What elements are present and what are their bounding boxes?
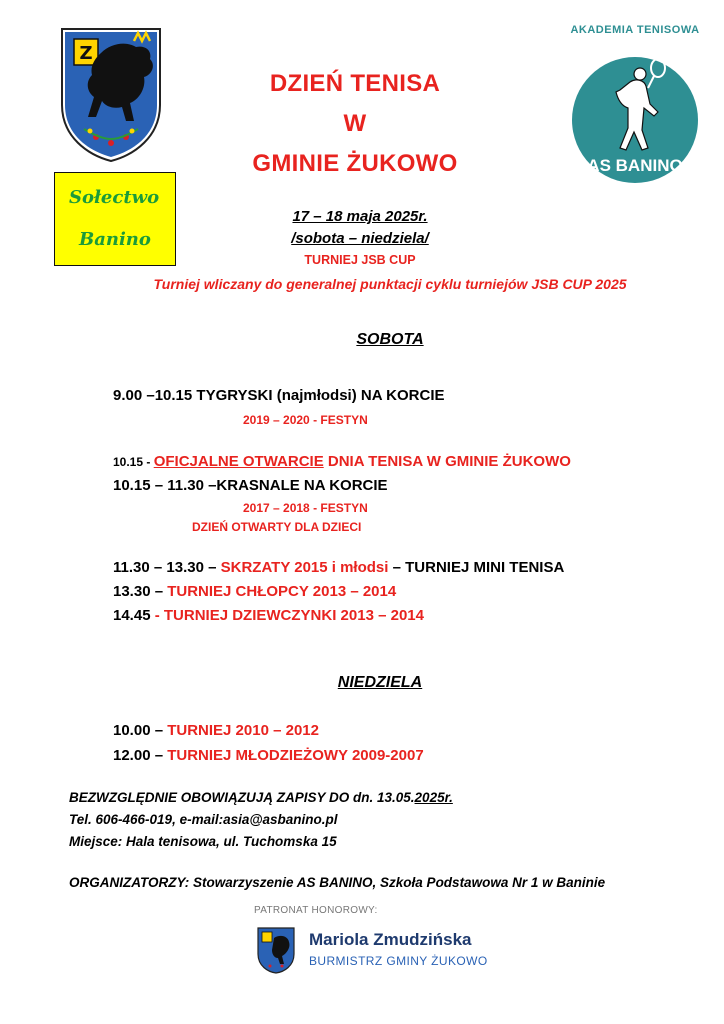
saturday-row-1 <box>113 387 445 404</box>
date-range: 17 – 18 maja 2025r. <box>292 208 428 225</box>
sunday-row-2-time: 12.00 – <box>113 747 168 764</box>
saturday-row-4-time: 11.30 – 13.30 – <box>113 559 221 576</box>
sunday-row-1-time: 10.00 – <box>113 722 168 739</box>
academy-as-banino-logo <box>570 20 700 188</box>
registration-prefix: BEZWZGLĘDNIE OBOWIĄZUJĄ ZAPISY DO dn. 13.05. <box>69 790 415 805</box>
registration-deadline <box>69 790 453 805</box>
saturday-row-3-sub2: DZIEŃ OTWARTY DLA DZIECI <box>192 520 362 534</box>
saturday-row-5-time: 13.30 – <box>113 583 168 600</box>
patron-role: BURMISTRZ GMINY ŻUKOWO <box>309 954 488 968</box>
title-line1: DZIEŃ TENISA <box>269 70 441 97</box>
sunday-row-1-red: TURNIEJ 2010 – 2012 <box>167 722 319 739</box>
saturday-row-6 <box>113 607 424 624</box>
patron-name: Mariola Zmudzińska <box>309 930 472 949</box>
saturday-row-6-time: 14.45 <box>113 607 155 624</box>
saturday-row-3-sub1: 2017 – 2018 - FESTYN <box>243 501 368 515</box>
organizers-info: ORGANIZATORZY: Stowarzyszenie AS BANINO, Szkoła Podstawowa Nr 1 w Baninie <box>69 875 606 890</box>
sunday-row-2-red: TURNIEJ MŁODZIEŻOWY 2009-2007 <box>167 747 424 764</box>
saturday-row-2-rest: DNIA TENISA W GMINIE ŻUKOWO <box>323 453 571 470</box>
venue-info: Miejsce: Hala tenisowa, ul. Tuchomska 15 <box>69 834 337 849</box>
coat-of-arms-logo <box>56 25 166 165</box>
svg-text:Z: Z <box>79 43 93 64</box>
saturday-row-1-text: TYGRYSKI (najmłodsi) NA KORCIE <box>196 387 445 404</box>
saturday-row-5-red: TURNIEJ CHŁOPCY 2013 – 2014 <box>167 583 397 600</box>
solectwo-line2: Banino <box>79 229 151 250</box>
academy-bottom-text: AS BANINO <box>587 156 683 175</box>
saturday-heading: SOBOTA <box>356 331 424 348</box>
title-line3: GMINIE ŻUKOWO <box>252 150 458 177</box>
sunday-row-2 <box>113 747 424 764</box>
saturday-row-5 <box>113 583 396 600</box>
saturday-row-1-sub: 2019 – 2020 - FESTYN <box>243 413 368 427</box>
date-days: /sobota – niedziela/ <box>291 230 429 247</box>
contact-info: Tel. 606-466-019, e-mail:asia@asbanino.pl <box>69 812 338 827</box>
saturday-row-2-time: 10.15 - <box>113 455 154 469</box>
sunday-row-1 <box>113 722 319 739</box>
tournament-note: Turniej wliczany do generalnej punktacji cyklu turniejów JSB CUP 2025 <box>153 276 627 292</box>
title-line2: W <box>343 110 367 137</box>
solectwo-line1: Sołectwo <box>69 187 160 208</box>
tournament-name: TURNIEJ JSB CUP <box>304 253 416 267</box>
saturday-row-2 <box>113 453 571 470</box>
saturday-row-4 <box>113 559 564 576</box>
patron-label: PATRONAT HONOROWY: <box>254 905 378 916</box>
academy-top-text: AKADEMIA TENISOWA <box>570 24 700 36</box>
saturday-row-4-rest: – TURNIEJ MINI TENISA <box>388 559 565 576</box>
sunday-heading: NIEDZIELA <box>337 674 423 691</box>
saturday-row-4-red: SKRZATY 2015 i młodsi <box>220 559 389 576</box>
saturday-row-6-red: - TURNIEJ DZIEWCZYNKI 2013 – 2014 <box>154 607 424 624</box>
registration-year: 2025r. <box>414 790 453 805</box>
solectwo-banino-logo <box>54 172 176 266</box>
saturday-row-2-opening: OFICJALNE OTWARCIE <box>153 453 324 470</box>
saturday-row-1-time: 9.00 –10.15 <box>113 387 197 404</box>
patron-crest-icon <box>256 926 296 974</box>
saturday-row-3: 10.15 – 11.30 –KRASNALE NA KORCIE <box>113 477 388 494</box>
